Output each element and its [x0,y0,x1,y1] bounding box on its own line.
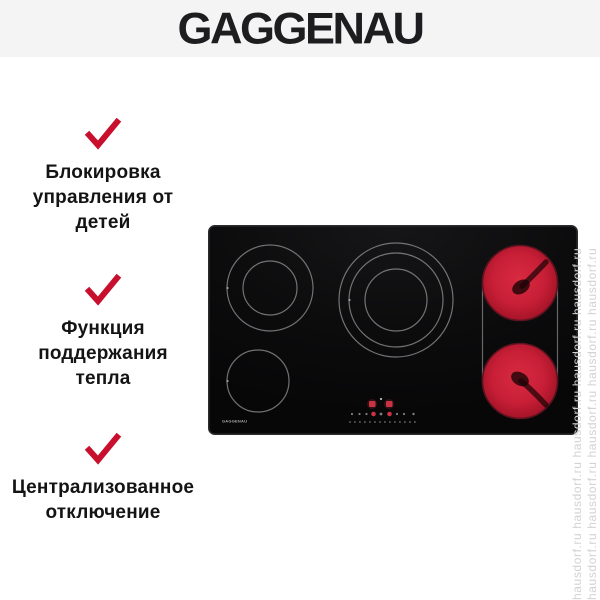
burner-tick [226,287,228,289]
feature-text-line: поддержания [38,343,168,364]
feature-text-line: детей [75,212,131,233]
glass-brand-label: GAGGENAU [222,418,248,424]
feature-text-line: Централизованное [11,477,195,498]
checkmark-icon [84,118,122,150]
watermark-text: hausdorf.ru hausdorf.ru hausdorf.ru hausdorf.ru hausdorf.ru [585,247,599,600]
feature-text-line: Блокировка [45,162,161,183]
header-band [0,0,600,57]
checkmark-icon [84,433,122,465]
feature-text-line: управления от [32,187,174,208]
feature-central-shutoff [8,433,198,525]
active-burner-top [483,246,558,321]
checkmark-icon [84,274,122,306]
cooktop-illustration [208,225,578,435]
burner-tick [226,380,228,382]
feature-text-line: тепла [75,368,131,389]
cooktop-photo [208,225,578,435]
burner-tick [348,299,350,301]
active-burner-bottom [483,344,558,419]
brand-logo: GAGGENAU [177,3,423,53]
watermark-text: hausdorf.ru hausdorf.ru hausdorf.ru hausdorf.ru hausdorf.ru [570,247,584,600]
feature-text-line: отключение [45,502,161,523]
feature-keep-warm [8,274,198,391]
feature-text-line: Функция [61,318,145,339]
feature-child-lock [8,118,198,235]
